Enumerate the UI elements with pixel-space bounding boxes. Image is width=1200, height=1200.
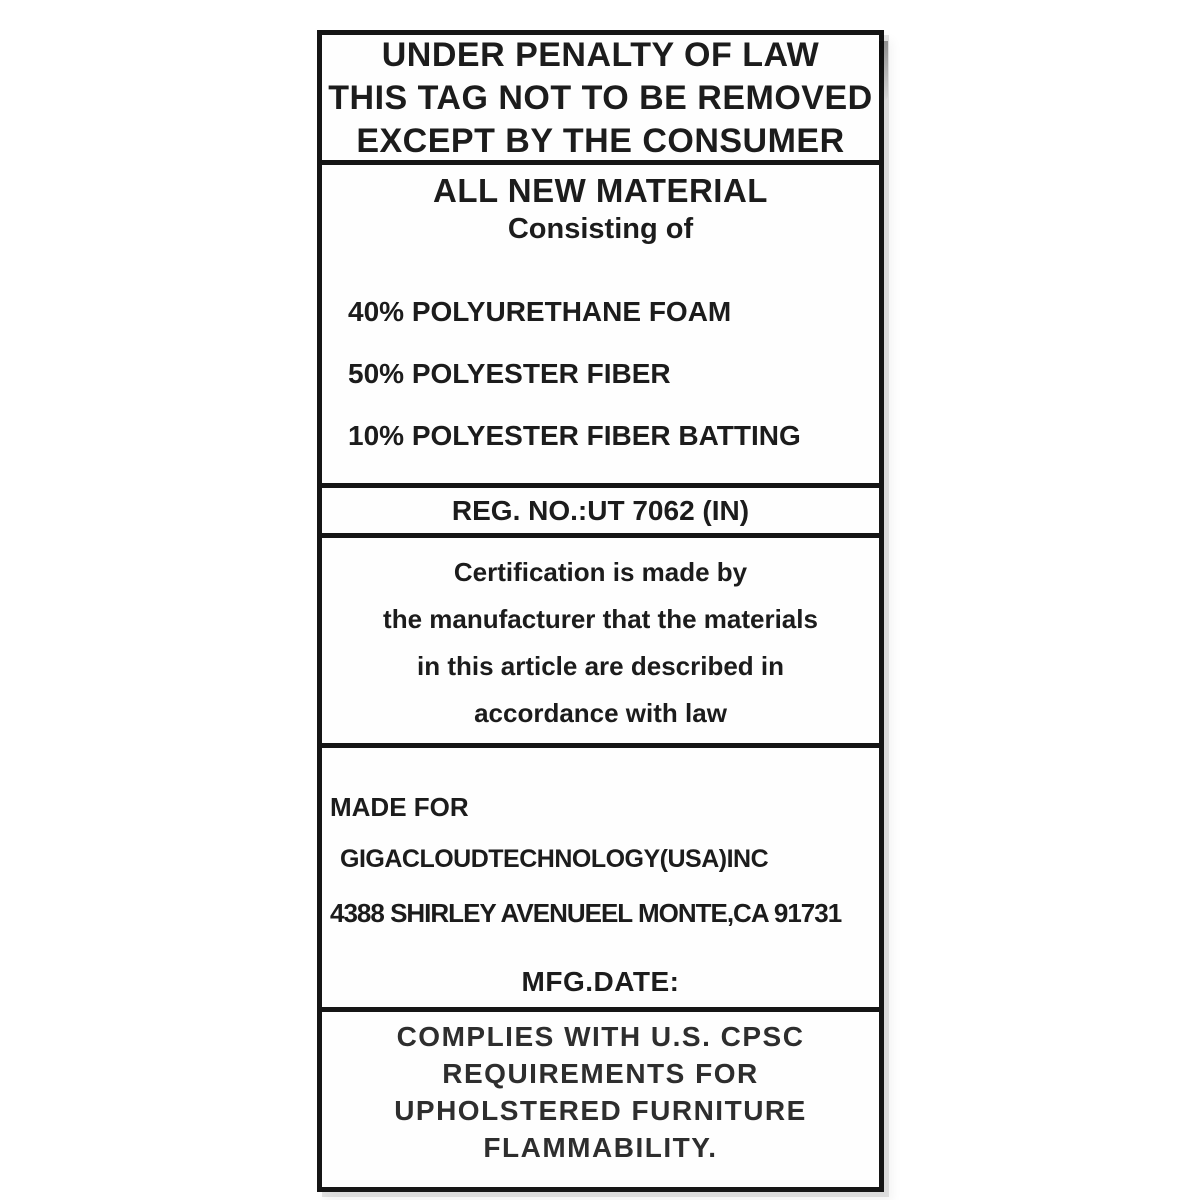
certification-line: Certification is made by bbox=[453, 556, 748, 587]
materials-title: ALL NEW MATERIAL bbox=[433, 172, 768, 209]
compliance-line: FLAMMABILITY. bbox=[483, 1132, 718, 1163]
compliance-line: COMPLIES WITH U.S. CPSC bbox=[396, 1021, 805, 1052]
certification-section bbox=[322, 538, 879, 748]
made-for-section bbox=[322, 748, 879, 1012]
compliance-line: REQUIREMENTS FOR bbox=[442, 1058, 759, 1089]
certification-line: accordance with law bbox=[474, 697, 727, 728]
certification-line: in this article are described in bbox=[416, 650, 785, 681]
certification-line: the manufacturer that the materials bbox=[383, 603, 818, 634]
made-for-label: MADE FOR bbox=[330, 792, 469, 822]
company-address: 4388 SHIRLEY AVENUEEL MONTE,CA 91731 bbox=[330, 898, 842, 928]
penalty-header-section bbox=[322, 35, 879, 165]
penalty-line: THIS TAG NOT TO BE REMOVED bbox=[328, 79, 873, 117]
compliance-line: UPHOLSTERED FURNITURE bbox=[394, 1095, 807, 1126]
registration-number-section bbox=[322, 488, 879, 538]
page-curl-artifact bbox=[879, 41, 888, 101]
company-name: GIGACLOUDTECHNOLOGY(USA)INC bbox=[340, 845, 769, 873]
mfg-date-label: MFG.DATE: bbox=[521, 966, 680, 997]
law-tag-label bbox=[317, 30, 884, 1192]
materials-item: 40% POLYURETHANE FOAM bbox=[348, 296, 732, 327]
registration-number: REG. NO.:UT 7062 (IN) bbox=[451, 494, 750, 526]
materials-item: 10% POLYESTER FIBER BATTING bbox=[348, 420, 801, 451]
penalty-line: EXCEPT BY THE CONSUMER bbox=[356, 122, 845, 160]
penalty-line: UNDER PENALTY OF LAW bbox=[381, 36, 820, 74]
materials-section bbox=[322, 165, 879, 488]
compliance-section bbox=[322, 1012, 879, 1187]
materials-list bbox=[322, 281, 879, 467]
materials-subtitle: Consisting of bbox=[507, 213, 694, 245]
materials-item: 50% POLYESTER FIBER bbox=[348, 358, 671, 389]
